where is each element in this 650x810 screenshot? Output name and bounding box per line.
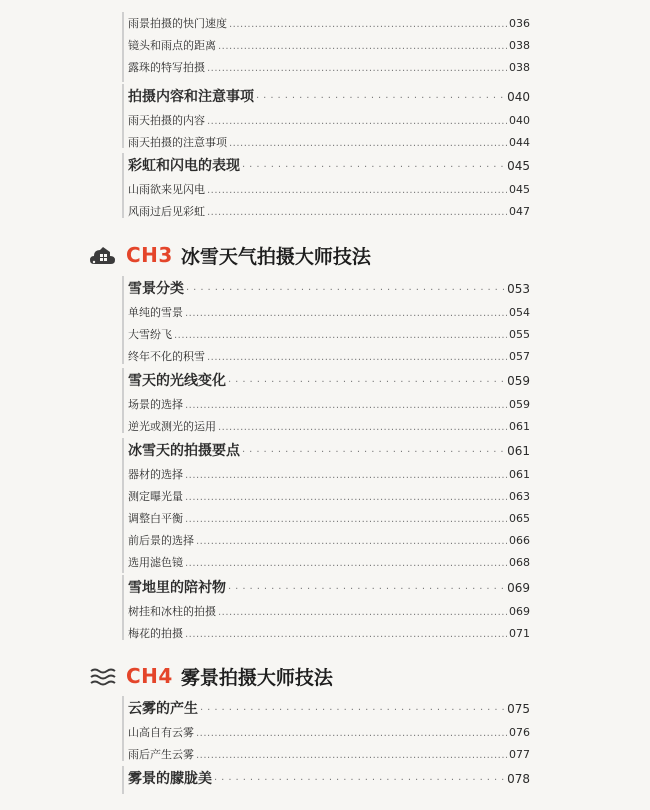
- entry-title: 镜头和雨点的距离: [128, 39, 216, 52]
- section-divider-bar: [122, 276, 124, 364]
- entry-title: 雾景的朦胧美: [128, 771, 212, 787]
- toc-heading-entry[interactable]: [128, 698, 530, 718]
- dot-leader: [218, 607, 507, 618]
- entry-title: 风雨过后见彩虹: [128, 205, 205, 218]
- page-number: 077: [509, 748, 530, 761]
- page-number: 038: [509, 39, 530, 52]
- toc-entry[interactable]: [128, 134, 530, 150]
- page-number: 075: [507, 702, 530, 716]
- dot-leader: [174, 330, 507, 341]
- toc-entry[interactable]: [128, 746, 530, 762]
- entry-title: 场景的选择: [128, 398, 183, 411]
- page-number: 053: [507, 282, 530, 296]
- entry-title: 露珠的特写拍摄: [128, 61, 205, 74]
- toc-section: [122, 575, 530, 640]
- page-number: 055: [509, 328, 530, 341]
- chapter-code: CH4: [126, 664, 173, 688]
- toc-entry[interactable]: [128, 181, 530, 197]
- dot-leader: [185, 492, 507, 503]
- page-number: 061: [509, 468, 530, 481]
- entry-title: 大雪纷飞: [128, 328, 172, 341]
- entry-title: 冰雪天的拍摄要点: [128, 443, 240, 459]
- section-divider-bar: [122, 368, 124, 433]
- page-number: 044: [509, 136, 530, 149]
- toc-heading-entry[interactable]: [128, 155, 530, 175]
- page-number: 065: [509, 512, 530, 525]
- toc-section: [122, 766, 530, 794]
- dot-leader: [207, 185, 507, 196]
- dot-leader: [185, 470, 507, 481]
- page-number: 040: [509, 114, 530, 127]
- dot-leader: [196, 536, 507, 547]
- entry-title: 雨后产生云雾: [128, 748, 194, 761]
- toc-entry[interactable]: [128, 488, 530, 504]
- section-divider-bar: [122, 153, 124, 218]
- toc-section: [122, 153, 530, 218]
- page-number: 036: [509, 17, 530, 30]
- toc-entry[interactable]: [128, 59, 530, 75]
- entry-title: 逆光或测光的运用: [128, 420, 216, 433]
- toc-entry[interactable]: [128, 15, 530, 31]
- dot-leader: [185, 558, 507, 569]
- section-divider-bar: [122, 766, 124, 794]
- entry-title: 前后景的选择: [128, 534, 194, 547]
- entry-title: 山雨欲来见闪电: [128, 183, 205, 196]
- house-icon: [88, 242, 118, 268]
- dot-leader: [229, 138, 507, 149]
- dot-leader: [196, 750, 507, 761]
- chapter-code: CH3: [126, 243, 173, 267]
- page-number: 057: [509, 350, 530, 363]
- entry-title: 彩虹和闪电的表现: [128, 158, 240, 174]
- dot-leader: [200, 705, 505, 716]
- dot-leader: [207, 352, 507, 363]
- section-divider-bar: [122, 12, 124, 82]
- dot-leader: [207, 116, 507, 127]
- toc-heading-entry[interactable]: [128, 440, 530, 460]
- entry-title: 山高自有云雾: [128, 726, 194, 739]
- section-divider-bar: [122, 438, 124, 573]
- toc-entry[interactable]: [128, 304, 530, 320]
- page-number: 038: [509, 61, 530, 74]
- dot-leader: [228, 584, 505, 595]
- dot-leader: [242, 162, 505, 173]
- page-number: 045: [507, 159, 530, 173]
- page-number: 069: [509, 605, 530, 618]
- page-number: 054: [509, 306, 530, 319]
- entry-title: 终年不化的积雪: [128, 350, 205, 363]
- entry-title: 调整白平衡: [128, 512, 183, 525]
- toc-entry[interactable]: [128, 396, 530, 412]
- page-number: 059: [507, 374, 530, 388]
- section-divider-bar: [122, 84, 124, 148]
- dot-leader: [185, 629, 507, 640]
- page-number: 059: [509, 398, 530, 411]
- dot-leader: [228, 377, 505, 388]
- dot-leader: [207, 63, 507, 74]
- entry-title: 雪景分类: [128, 281, 184, 297]
- toc-heading-entry[interactable]: [128, 370, 530, 390]
- chapter-heading-ch3: [88, 240, 371, 270]
- toc-entry[interactable]: [128, 625, 530, 641]
- entry-title: 器材的选择: [128, 468, 183, 481]
- toc-entry[interactable]: [128, 203, 530, 219]
- toc-section: [122, 696, 530, 761]
- chapter-heading-ch4: [88, 661, 333, 691]
- dot-leader: [186, 285, 505, 296]
- section-divider-bar: [122, 575, 124, 640]
- page-number: 063: [509, 490, 530, 503]
- page-number: 068: [509, 556, 530, 569]
- entry-title: 云雾的产生: [128, 701, 198, 717]
- toc-section: [122, 12, 530, 82]
- page-number: 061: [507, 444, 530, 458]
- entry-title: 拍摄内容和注意事项: [128, 89, 254, 105]
- toc-section: [122, 368, 530, 433]
- dot-leader: [242, 447, 505, 458]
- entry-title: 树挂和冰柱的拍摄: [128, 605, 216, 618]
- page-number: 040: [507, 90, 530, 104]
- toc-entry[interactable]: [128, 724, 530, 740]
- toc-entry[interactable]: [128, 466, 530, 482]
- page-number: 066: [509, 534, 530, 547]
- toc-heading-entry[interactable]: [128, 577, 530, 597]
- dot-leader: [185, 308, 507, 319]
- entry-title: 雨天拍摄的注意事项: [128, 136, 227, 149]
- entry-title: 选用滤色镜: [128, 556, 183, 569]
- toc-entry[interactable]: [128, 532, 530, 548]
- dot-leader: [196, 728, 507, 739]
- toc-heading-entry[interactable]: [128, 86, 530, 106]
- entry-title: 雪地里的陪衬物: [128, 580, 226, 596]
- page-number: 045: [509, 183, 530, 196]
- page-number: 069: [507, 581, 530, 595]
- entry-title: 雨景拍摄的快门速度: [128, 17, 227, 30]
- entry-title: 梅花的拍摄: [128, 627, 183, 640]
- page-number: 047: [509, 205, 530, 218]
- entry-title: 测定曝光量: [128, 490, 183, 503]
- page-number: 078: [507, 772, 530, 786]
- toc-entry[interactable]: [128, 326, 530, 342]
- page-number: 076: [509, 726, 530, 739]
- dot-leader: [218, 422, 507, 433]
- toc-entry[interactable]: [128, 37, 530, 53]
- toc-entry[interactable]: [128, 418, 530, 434]
- toc-entry[interactable]: [128, 112, 530, 128]
- toc-heading-entry[interactable]: [128, 278, 530, 298]
- toc-entry[interactable]: [128, 554, 530, 570]
- fog-waves-icon: [88, 663, 118, 689]
- chapter-title: 雾景拍摄大师技法: [180, 666, 333, 689]
- dot-leader: [256, 93, 505, 104]
- toc-section: [122, 84, 530, 148]
- toc-section: [122, 276, 530, 364]
- entry-title: 雨天拍摄的内容: [128, 114, 205, 127]
- page-number: 071: [509, 627, 530, 640]
- dot-leader: [218, 41, 507, 52]
- entry-title: 单纯的雪景: [128, 306, 183, 319]
- dot-leader: [185, 514, 507, 525]
- toc-section: [122, 438, 530, 573]
- dot-leader: [207, 207, 507, 218]
- chapter-title: 冰雪天气拍摄大师技法: [180, 245, 371, 268]
- section-divider-bar: [122, 696, 124, 761]
- toc-entry[interactable]: [128, 603, 530, 619]
- page-number: 061: [509, 420, 530, 433]
- dot-leader: [185, 400, 507, 411]
- dot-leader: [229, 19, 507, 30]
- dot-leader: [214, 775, 505, 786]
- toc-heading-entry[interactable]: [128, 768, 530, 788]
- toc-entry[interactable]: [128, 348, 530, 364]
- toc-entry[interactable]: [128, 510, 530, 526]
- entry-title: 雪天的光线变化: [128, 373, 226, 389]
